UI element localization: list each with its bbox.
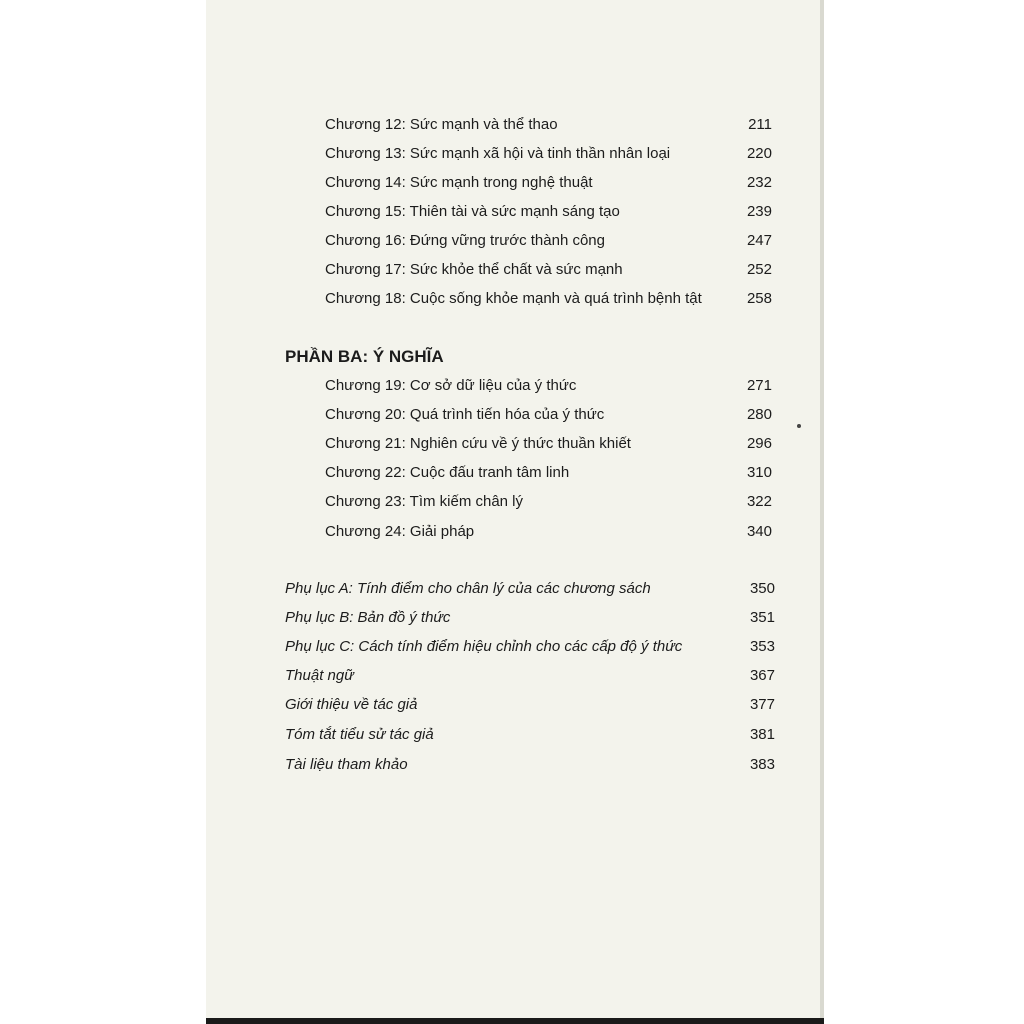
toc-entry-page: 220 (746, 145, 772, 162)
toc-entry-page: 258 (746, 290, 772, 307)
toc-entry-label: Tóm tắt tiểu sử tác giả (285, 726, 434, 743)
toc-entry (325, 375, 772, 397)
toc-entry (325, 404, 772, 426)
toc-entry-page: 211 (748, 116, 772, 133)
toc-entry-label: Chương 12: Sức mạnh và thể thao (325, 116, 558, 133)
toc-entry (325, 259, 772, 281)
toc-entry-page: 252 (746, 261, 772, 278)
part-heading: PHẦN BA: Ý NGHĨA (285, 347, 444, 366)
toc-entry-page: 280 (746, 406, 772, 423)
toc-entry (325, 143, 772, 165)
toc-entry-label: Chương 21: Nghiên cứu về ý thức thuần khiết (325, 435, 631, 452)
toc-entry-label: Chương 18: Cuộc sống khỏe mạnh và quá trình bệnh tật (325, 290, 702, 307)
toc-entry-label: Tài liệu tham khảo (285, 756, 408, 773)
toc-entry-label: Phụ lục C: Cách tính điểm hiệu chỉnh cho các cấp độ ý thức (285, 638, 683, 655)
toc-entry-page: 322 (746, 493, 772, 510)
toc-entry-page: 381 (749, 726, 775, 743)
toc-appendix-entry (285, 636, 775, 658)
toc-entry-label: Chương 19: Cơ sở dữ liệu của ý thức (325, 377, 577, 394)
toc-entry (325, 288, 772, 310)
toc-entry-page: 351 (749, 609, 775, 626)
toc-entry-page: 310 (746, 464, 772, 481)
toc-entry-label: Chương 23: Tìm kiếm chân lý (325, 493, 524, 510)
toc-appendix-entry (285, 607, 775, 629)
toc-entry (325, 114, 772, 136)
toc-entry (325, 521, 772, 543)
toc-entry-label: Chương 16: Đứng vững trước thành công (325, 232, 605, 249)
toc-entry-page: 367 (749, 667, 775, 684)
toc-entry-label: Phụ lục A: Tính điểm cho chân lý của các chương sách (285, 580, 651, 597)
toc-entry-label: Chương 20: Quá trình tiến hóa của ý thức (325, 406, 605, 423)
toc-entry-page: 296 (746, 435, 772, 452)
toc-appendix-entry (285, 724, 775, 746)
toc-appendix-entry (285, 665, 775, 687)
toc-entry-page: 232 (746, 174, 772, 191)
toc-entry-label: Thuật ngữ (285, 667, 354, 684)
toc-entry (325, 462, 772, 484)
toc-appendix-entry (285, 694, 775, 716)
toc-entry-page: 340 (746, 523, 772, 540)
page-bottom-shadow (206, 1018, 824, 1024)
toc-entry-label: Chương 17: Sức khỏe thể chất và sức mạnh (325, 261, 623, 278)
toc-appendix-entry (285, 754, 775, 776)
toc-entry-label: Chương 15: Thiên tài và sức mạnh sáng tạo (325, 203, 620, 220)
toc-entry-page: 383 (749, 756, 775, 773)
toc-entry (325, 172, 772, 194)
toc-entry-label: Chương 13: Sức mạnh xã hội và tinh thần nhân loại (325, 145, 671, 162)
toc-entry-page: 247 (746, 232, 772, 249)
toc-entry (325, 433, 772, 455)
toc-appendix-entry (285, 578, 775, 600)
toc-entry (325, 491, 772, 513)
toc-entry-page: 350 (749, 580, 775, 597)
toc-entry-label: Phụ lục B: Bản đồ ý thức (285, 609, 451, 626)
toc-entry-page: 353 (749, 638, 775, 655)
ink-speck (797, 424, 801, 428)
toc-entry-label: Chương 24: Giải pháp (325, 523, 475, 540)
toc-entry-page: 271 (746, 377, 772, 394)
toc-entry-label: Chương 22: Cuộc đấu tranh tâm linh (325, 464, 570, 481)
toc-entry-page: 377 (749, 696, 775, 713)
toc-entry-label: Chương 14: Sức mạnh trong nghệ thuật (325, 174, 593, 191)
toc-entry (325, 230, 772, 252)
toc-entry-label: Giới thiệu về tác giả (285, 696, 418, 713)
page-edge (820, 0, 824, 1024)
toc-entry (325, 201, 772, 223)
toc-entry-page: 239 (746, 203, 772, 220)
